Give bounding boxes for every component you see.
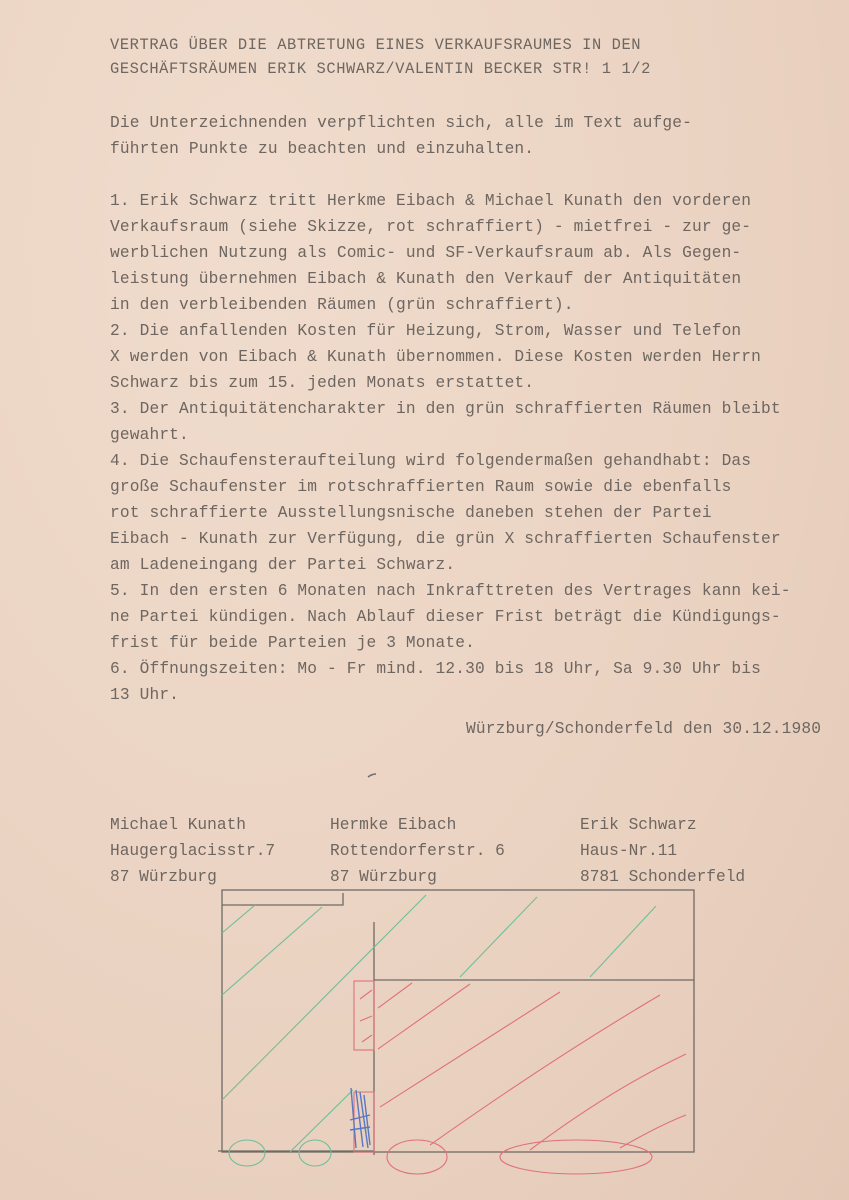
red-hatching bbox=[354, 981, 686, 1174]
signatory-name: Hermke Eibach bbox=[330, 816, 457, 834]
body-line: Eibach - Kunath zur Verfügung, die grün X schraffierten Schaufenster bbox=[110, 530, 781, 548]
body-line: Verkaufsraum (siehe Skizze, rot schraffiert) - mietfrei - zur ge- bbox=[110, 218, 752, 236]
body-line: in den verbleibenden Räumen (grün schraffiert). bbox=[110, 296, 574, 314]
body-line: Schwarz bis zum 15. jeden Monats erstattet. bbox=[110, 374, 535, 392]
body-line: 13 Uhr. bbox=[110, 686, 180, 704]
blue-scribble bbox=[350, 1088, 370, 1148]
signatory-street: Haugerglacisstr.7 bbox=[110, 842, 276, 860]
title-line-2: GESCHÄFTSRÄUMEN ERIK SCHWARZ/VALENTIN BECKER STR! 1 1/2 bbox=[110, 60, 651, 78]
signatory-city: 8781 Schonderfeld bbox=[580, 868, 746, 886]
green-window-marker bbox=[229, 1140, 265, 1166]
place-date: Würzburg/Schonderfeld den 30.12.1980 bbox=[466, 720, 822, 738]
sketch-outline bbox=[218, 890, 694, 1155]
green-window-marker bbox=[299, 1140, 331, 1166]
top-left-shelf bbox=[222, 893, 343, 905]
body-line: 2. Die anfallenden Kosten für Heizung, Strom, Wasser und Telefon bbox=[110, 322, 742, 340]
body-line: 3. Der Antiquitätencharakter in den grün schraffierten Räumen bleibt bbox=[110, 400, 781, 418]
signatory-city: 87 Würzburg bbox=[110, 868, 217, 886]
signatory-street: Rottendorferstr. 6 bbox=[330, 842, 505, 860]
intro-line: führten Punkte zu beachten und einzuhalten. bbox=[110, 140, 535, 158]
body-line: leistung übernehmen Eibach & Kunath den Verkauf der Antiquitäten bbox=[110, 270, 742, 288]
intro-line: Die Unterzeichnenden verpflichten sich, alle im Text aufge- bbox=[110, 114, 692, 132]
red-window-marker bbox=[500, 1140, 652, 1174]
body-line: am Ladeneingang der Partei Schwarz. bbox=[110, 556, 456, 574]
body-line: X werden von Eibach & Kunath übernommen. Diese Kosten werden Herrn bbox=[110, 348, 762, 366]
outer-wall bbox=[222, 890, 694, 1152]
green-hatching bbox=[222, 895, 656, 1166]
stray-mark bbox=[368, 774, 376, 777]
signatory-name: Michael Kunath bbox=[110, 816, 246, 834]
body-line: frist für beide Parteien je 3 Monate. bbox=[110, 634, 475, 652]
body-line: werblichen Nutzung als Comic- und SF-Verkaufsraum ab. Als Gegen- bbox=[110, 244, 742, 262]
body-line: 4. Die Schaufensteraufteilung wird folgendermaßen gehandhabt: Das bbox=[110, 452, 752, 470]
signatory-street: Haus-Nr.11 bbox=[580, 842, 678, 860]
body-line: 5. In den ersten 6 Monaten nach Inkrafttreten des Vertrages kann kei- bbox=[110, 582, 791, 600]
body-line: gewahrt. bbox=[110, 426, 189, 444]
body-line: 1. Erik Schwarz tritt Herkme Eibach & Michael Kunath den vorderen bbox=[110, 192, 752, 210]
signatory-city: 87 Würzburg bbox=[330, 868, 437, 886]
red-window-marker bbox=[387, 1140, 447, 1174]
body-line: große Schaufenster im rotschraffierten Raum sowie die ebenfalls bbox=[110, 478, 732, 496]
body-line: 6. Öffnungszeiten: Mo - Fr mind. 12.30 bis 18 Uhr, Sa 9.30 Uhr bis bbox=[110, 660, 762, 678]
signatory-name: Erik Schwarz bbox=[580, 816, 697, 834]
title-line-1: VERTRAG ÜBER DIE ABTRETUNG EINES VERKAUFSRAUMES IN DEN bbox=[110, 36, 642, 54]
body-line: rot schraffierte Ausstellungsnische daneben stehen der Partei bbox=[110, 504, 712, 522]
body-line: ne Partei kündigen. Nach Ablauf dieser Frist beträgt die Kündigungs- bbox=[110, 608, 781, 626]
